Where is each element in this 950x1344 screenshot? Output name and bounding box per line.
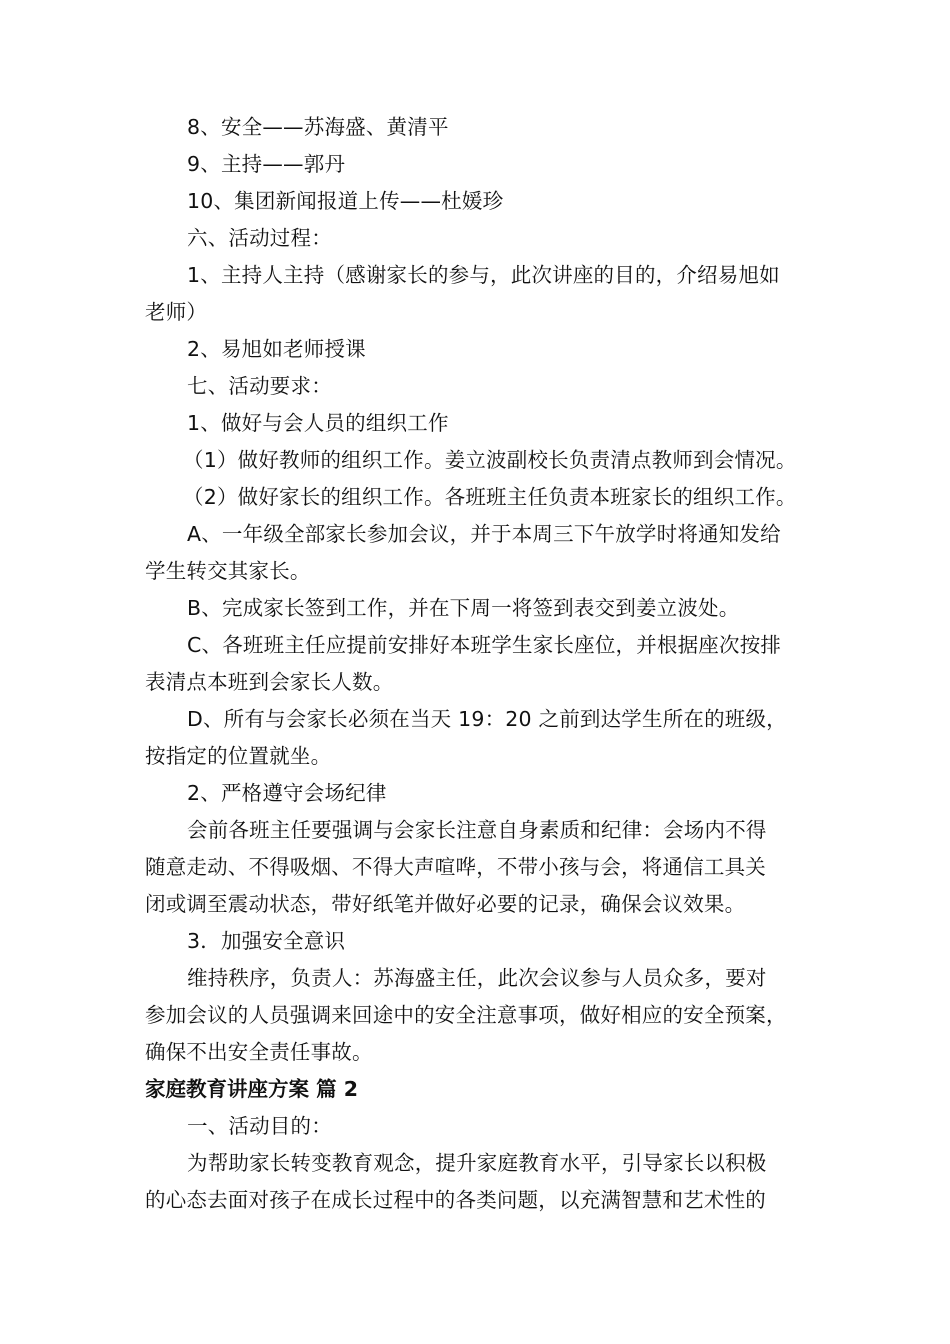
- text-line: 老师）: [145, 300, 208, 324]
- text-line: 参加会议的人员强调来回途中的安全注意事项，做好相应的安全预案，: [145, 1003, 787, 1027]
- text-line: 闭或调至震动状态，带好纸笔并做好必要的记录，确保会议效果。: [145, 892, 746, 916]
- text-line: 随意走动、不得吸烟、不得大声喧哗，不带小孩与会，将通信工具关: [145, 855, 766, 879]
- text-line: 学生转交其家长。: [145, 559, 311, 583]
- text-line: （1）做好教师的组织工作。姜立波副校长负责清点教师到会情况。: [183, 448, 797, 472]
- text-line: 1、做好与会人员的组织工作: [187, 411, 449, 435]
- text-line: 确保不出安全责任事故。: [145, 1040, 373, 1064]
- section-subheading: 一、活动目的：: [187, 1114, 332, 1138]
- text-line: 2、严格遵守会场纪律: [187, 781, 387, 805]
- section-subheading: 六、活动过程：: [187, 226, 332, 250]
- text-line: （2）做好家长的组织工作。各班班主任负责本班家长的组织工作。: [183, 485, 797, 509]
- text-line: 为帮助家长转变教育观念，提升家庭教育水平，引导家长以积极: [187, 1151, 767, 1175]
- text-line: 会前各班主任要强调与会家长注意自身素质和纪律：会场内不得: [187, 818, 767, 842]
- text-line: D、所有与会家长必须在当天 19：20 之前到达学生所在的班级，: [187, 707, 787, 731]
- text-line: 按指定的位置就坐。: [145, 744, 332, 768]
- text-line: 9、主持——郭丹: [187, 152, 346, 176]
- section-heading: 家庭教育讲座方案 篇 2: [145, 1077, 359, 1101]
- text-line: B、完成家长签到工作，并在下周一将签到表交到姜立波处。: [187, 596, 740, 620]
- text-line: 1、主持人主持（感谢家长的参与，此次讲座的目的，介绍易旭如: [187, 263, 780, 287]
- text-line: 维持秩序，负责人：苏海盛主任，此次会议参与人员众多，要对: [187, 966, 767, 990]
- text-line: 3．加强安全意识: [187, 929, 346, 953]
- text-line: 8、安全——苏海盛、黄清平: [187, 115, 449, 139]
- text-line: 2、易旭如老师授课: [187, 337, 366, 361]
- text-line: 表清点本班到会家长人数。: [145, 670, 394, 694]
- text-line: C、各班班主任应提前安排好本班学生家长座位，并根据座次按排: [187, 633, 782, 657]
- section-subheading: 七、活动要求：: [187, 374, 332, 398]
- text-line: 的心态去面对孩子在成长过程中的各类问题，以充满智慧和艺术性的: [145, 1188, 766, 1212]
- document-body: [145, 109, 825, 1219]
- text-line: 10、集团新闻报道上传——杜媛珍: [187, 189, 504, 213]
- text-line: A、一年级全部家长参加会议，并于本周三下午放学时将通知发给: [187, 522, 781, 546]
